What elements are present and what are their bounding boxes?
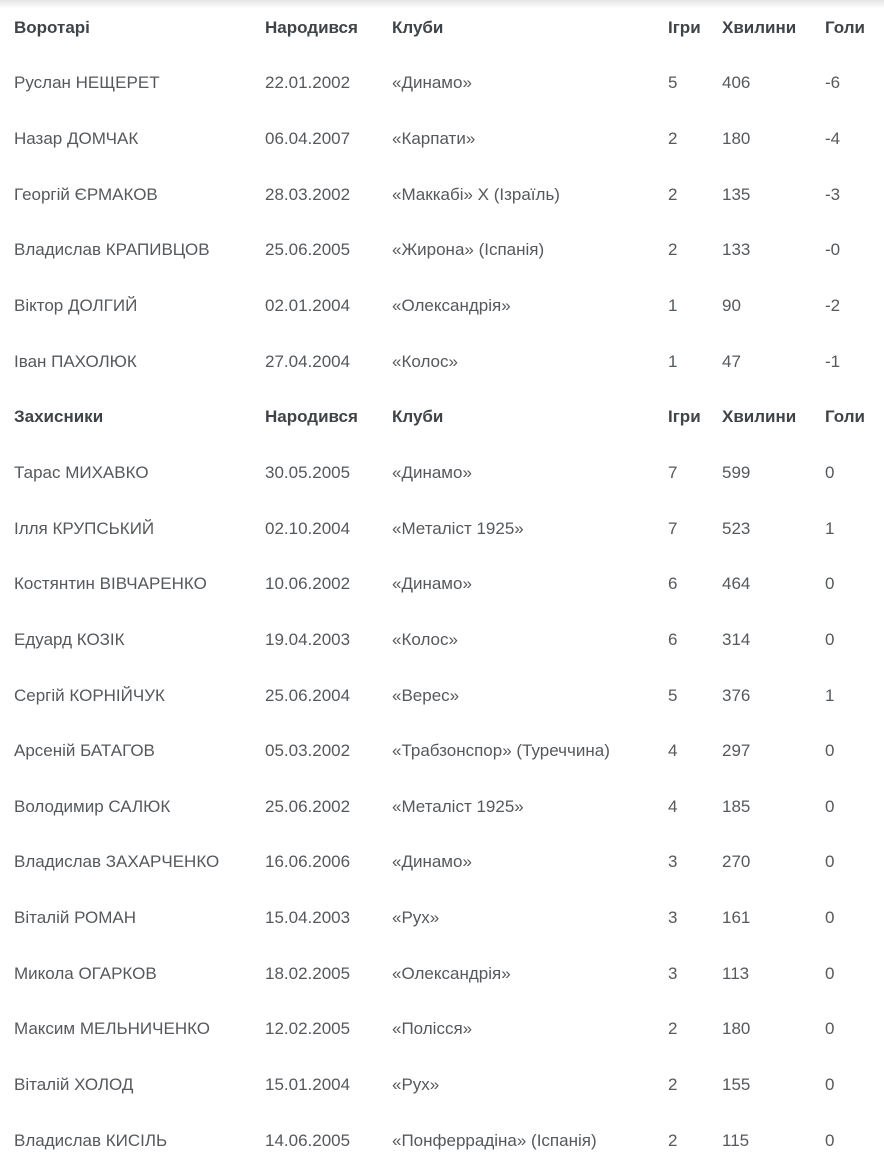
column-header-games: Ігри	[668, 407, 701, 427]
cell-minutes: 113	[722, 963, 750, 983]
cell-name: Віктор ДОЛГИЙ	[14, 295, 138, 315]
cell-minutes: 523	[722, 518, 751, 538]
cell-goals: 0	[825, 908, 835, 928]
player-row	[0, 111, 884, 167]
cell-games: 2	[668, 1019, 678, 1039]
cell-goals: -1	[825, 351, 841, 371]
cell-clubs: «Олександрія»	[392, 963, 511, 983]
cell-name: Едуард КОЗІК	[14, 629, 125, 649]
player-row	[0, 557, 884, 613]
cell-goals: -6	[825, 73, 841, 93]
cell-goals: 0	[825, 741, 835, 761]
cell-clubs: «Колос»	[392, 629, 458, 649]
cell-goals: -0	[825, 240, 841, 260]
column-header-name: Воротарі	[14, 17, 90, 37]
cell-name: Ілля КРУПСЬКИЙ	[14, 518, 155, 538]
cell-clubs: «Карпати»	[392, 128, 476, 148]
cell-games: 6	[668, 629, 678, 649]
cell-name: Іван ПАХОЛЮК	[14, 351, 137, 371]
cell-clubs: «Понферрадіна» (Іспанія)	[392, 1130, 597, 1150]
player-row	[0, 724, 884, 780]
cell-games: 2	[668, 1075, 678, 1095]
player-row	[0, 1113, 884, 1169]
cell-minutes: 155	[722, 1075, 751, 1095]
cell-clubs: «Динамо»	[392, 462, 472, 482]
player-row	[0, 779, 884, 835]
cell-born: 27.04.2004	[265, 351, 351, 371]
cell-goals: -2	[825, 295, 841, 315]
cell-clubs: «Металіст 1925»	[392, 518, 524, 538]
cell-born: 12.02.2005	[265, 1019, 351, 1039]
cell-born: 15.01.2004	[265, 1075, 351, 1095]
cell-name: Микола ОГАРКОВ	[14, 963, 157, 983]
column-header-born: Народився	[265, 407, 358, 427]
section-header-row	[0, 390, 884, 446]
cell-born: 22.01.2002	[265, 73, 351, 93]
column-header-minutes: Хвилини	[722, 17, 797, 37]
column-header-games: Ігри	[668, 17, 701, 37]
cell-clubs: «Динамо»	[392, 73, 472, 93]
cell-goals: 1	[825, 685, 835, 705]
column-header-clubs: Клуби	[392, 407, 444, 427]
cell-goals: 0	[825, 963, 835, 983]
cell-games: 2	[668, 128, 678, 148]
cell-games: 3	[668, 963, 678, 983]
cell-minutes: 464	[722, 574, 751, 594]
cell-minutes: 133	[722, 240, 751, 260]
cell-clubs: «Рух»	[392, 908, 440, 928]
cell-clubs: «Динамо»	[392, 574, 472, 594]
cell-minutes: 270	[722, 852, 751, 872]
cell-name: Володимир САЛЮК	[14, 796, 171, 816]
cell-born: 28.03.2002	[265, 184, 351, 204]
column-header-clubs: Клуби	[392, 17, 444, 37]
cell-minutes: 314	[722, 629, 751, 649]
cell-born: 16.06.2006	[265, 852, 351, 872]
cell-clubs: «Верес»	[392, 685, 460, 705]
cell-goals: 0	[825, 852, 835, 872]
column-header-minutes: Хвилини	[722, 407, 797, 427]
cell-name: Тарас МИХАВКО	[14, 462, 149, 482]
column-header-goals: Голи	[825, 17, 866, 37]
cell-born: 02.10.2004	[265, 518, 351, 538]
cell-name: Максим МЕЛЬНИЧЕНКО	[14, 1019, 211, 1039]
cell-minutes: 599	[722, 462, 751, 482]
player-row	[0, 891, 884, 947]
section-header-row	[0, 0, 884, 56]
cell-games: 5	[668, 73, 678, 93]
cell-games: 2	[668, 240, 678, 260]
cell-minutes: 90	[722, 295, 741, 315]
cell-born: 05.03.2002	[265, 741, 351, 761]
cell-clubs: «Рух»	[392, 1075, 440, 1095]
cell-minutes: 185	[722, 796, 751, 816]
player-row	[0, 167, 884, 223]
cell-goals: 0	[825, 574, 835, 594]
cell-clubs: «Трабзонспор» (Туреччина)	[392, 741, 610, 761]
cell-games: 7	[668, 462, 678, 482]
cell-games: 2	[668, 184, 678, 204]
cell-born: 30.05.2005	[265, 462, 351, 482]
cell-minutes: 161	[722, 908, 751, 928]
cell-minutes: 135	[722, 184, 751, 204]
column-header-goals: Голи	[825, 407, 866, 427]
player-row	[0, 946, 884, 1002]
player-row	[0, 1057, 884, 1113]
cell-born: 25.06.2002	[265, 796, 351, 816]
cell-goals: -3	[825, 184, 841, 204]
cell-name: Руслан НЕЩЕРЕТ	[14, 73, 160, 93]
cell-goals: 0	[825, 796, 835, 816]
cell-clubs: «Жирона» (Іспанія)	[392, 240, 545, 260]
cell-name: Віталій РОМАН	[14, 908, 137, 928]
cell-games: 3	[668, 852, 678, 872]
cell-name: Владислав КИСІЛЬ	[14, 1130, 168, 1150]
player-row	[0, 445, 884, 501]
cell-minutes: 115	[722, 1130, 750, 1150]
cell-born: 14.06.2005	[265, 1130, 351, 1150]
cell-minutes: 180	[722, 1019, 751, 1039]
cell-games: 4	[668, 796, 678, 816]
cell-minutes: 180	[722, 128, 751, 148]
cell-name: Владислав КРАПИВЦОВ	[14, 240, 210, 260]
cell-goals: 0	[825, 462, 835, 482]
cell-minutes: 376	[722, 685, 751, 705]
cell-goals: 0	[825, 1075, 835, 1095]
cell-clubs: «Маккабі» Х (Ізраїль)	[392, 184, 560, 204]
cell-name: Сергій КОРНІЙЧУК	[14, 685, 165, 705]
cell-born: 19.04.2003	[265, 629, 351, 649]
cell-clubs: «Колос»	[392, 351, 458, 371]
cell-goals: 0	[825, 1130, 835, 1150]
cell-goals: 1	[825, 518, 835, 538]
cell-born: 15.04.2003	[265, 908, 351, 928]
cell-games: 5	[668, 685, 678, 705]
cell-name: Назар ДОМЧАК	[14, 128, 139, 148]
cell-name: Георгій ЄРМАКОВ	[14, 184, 158, 204]
player-row	[0, 612, 884, 668]
cell-minutes: 47	[722, 351, 741, 371]
cell-games: 4	[668, 741, 678, 761]
cell-games: 1	[668, 295, 678, 315]
player-row	[0, 668, 884, 724]
cell-minutes: 297	[722, 741, 751, 761]
cell-clubs: «Полісся»	[392, 1019, 473, 1039]
cell-born: 25.06.2005	[265, 240, 351, 260]
cell-born: 25.06.2004	[265, 685, 351, 705]
cell-games: 6	[668, 574, 678, 594]
cell-goals: -4	[825, 128, 841, 148]
cell-name: Костянтин ВІВЧАРЕНКО	[14, 574, 207, 594]
column-header-name: Захисники	[14, 407, 104, 427]
cell-games: 2	[668, 1130, 678, 1150]
cell-minutes: 406	[722, 73, 751, 93]
cell-name: Віталій ХОЛОД	[14, 1075, 134, 1095]
player-row	[0, 278, 884, 334]
cell-clubs: «Металіст 1925»	[392, 796, 524, 816]
player-row	[0, 56, 884, 112]
player-row	[0, 334, 884, 390]
cell-games: 7	[668, 518, 678, 538]
cell-born: 10.06.2002	[265, 574, 351, 594]
player-row	[0, 1002, 884, 1058]
cell-born: 02.01.2004	[265, 295, 351, 315]
player-row	[0, 835, 884, 891]
cell-games: 1	[668, 351, 678, 371]
cell-name: Арсеній БАТАГОВ	[14, 741, 155, 761]
player-row	[0, 501, 884, 557]
cell-games: 3	[668, 908, 678, 928]
cell-clubs: «Динамо»	[392, 852, 472, 872]
cell-name: Владислав ЗАХАРЧЕНКО	[14, 852, 220, 872]
cell-goals: 0	[825, 1019, 835, 1039]
player-row	[0, 223, 884, 279]
cell-clubs: «Олександрія»	[392, 295, 511, 315]
cell-born: 06.04.2007	[265, 128, 351, 148]
cell-goals: 0	[825, 629, 835, 649]
column-header-born: Народився	[265, 17, 358, 37]
cell-born: 18.02.2005	[265, 963, 351, 983]
